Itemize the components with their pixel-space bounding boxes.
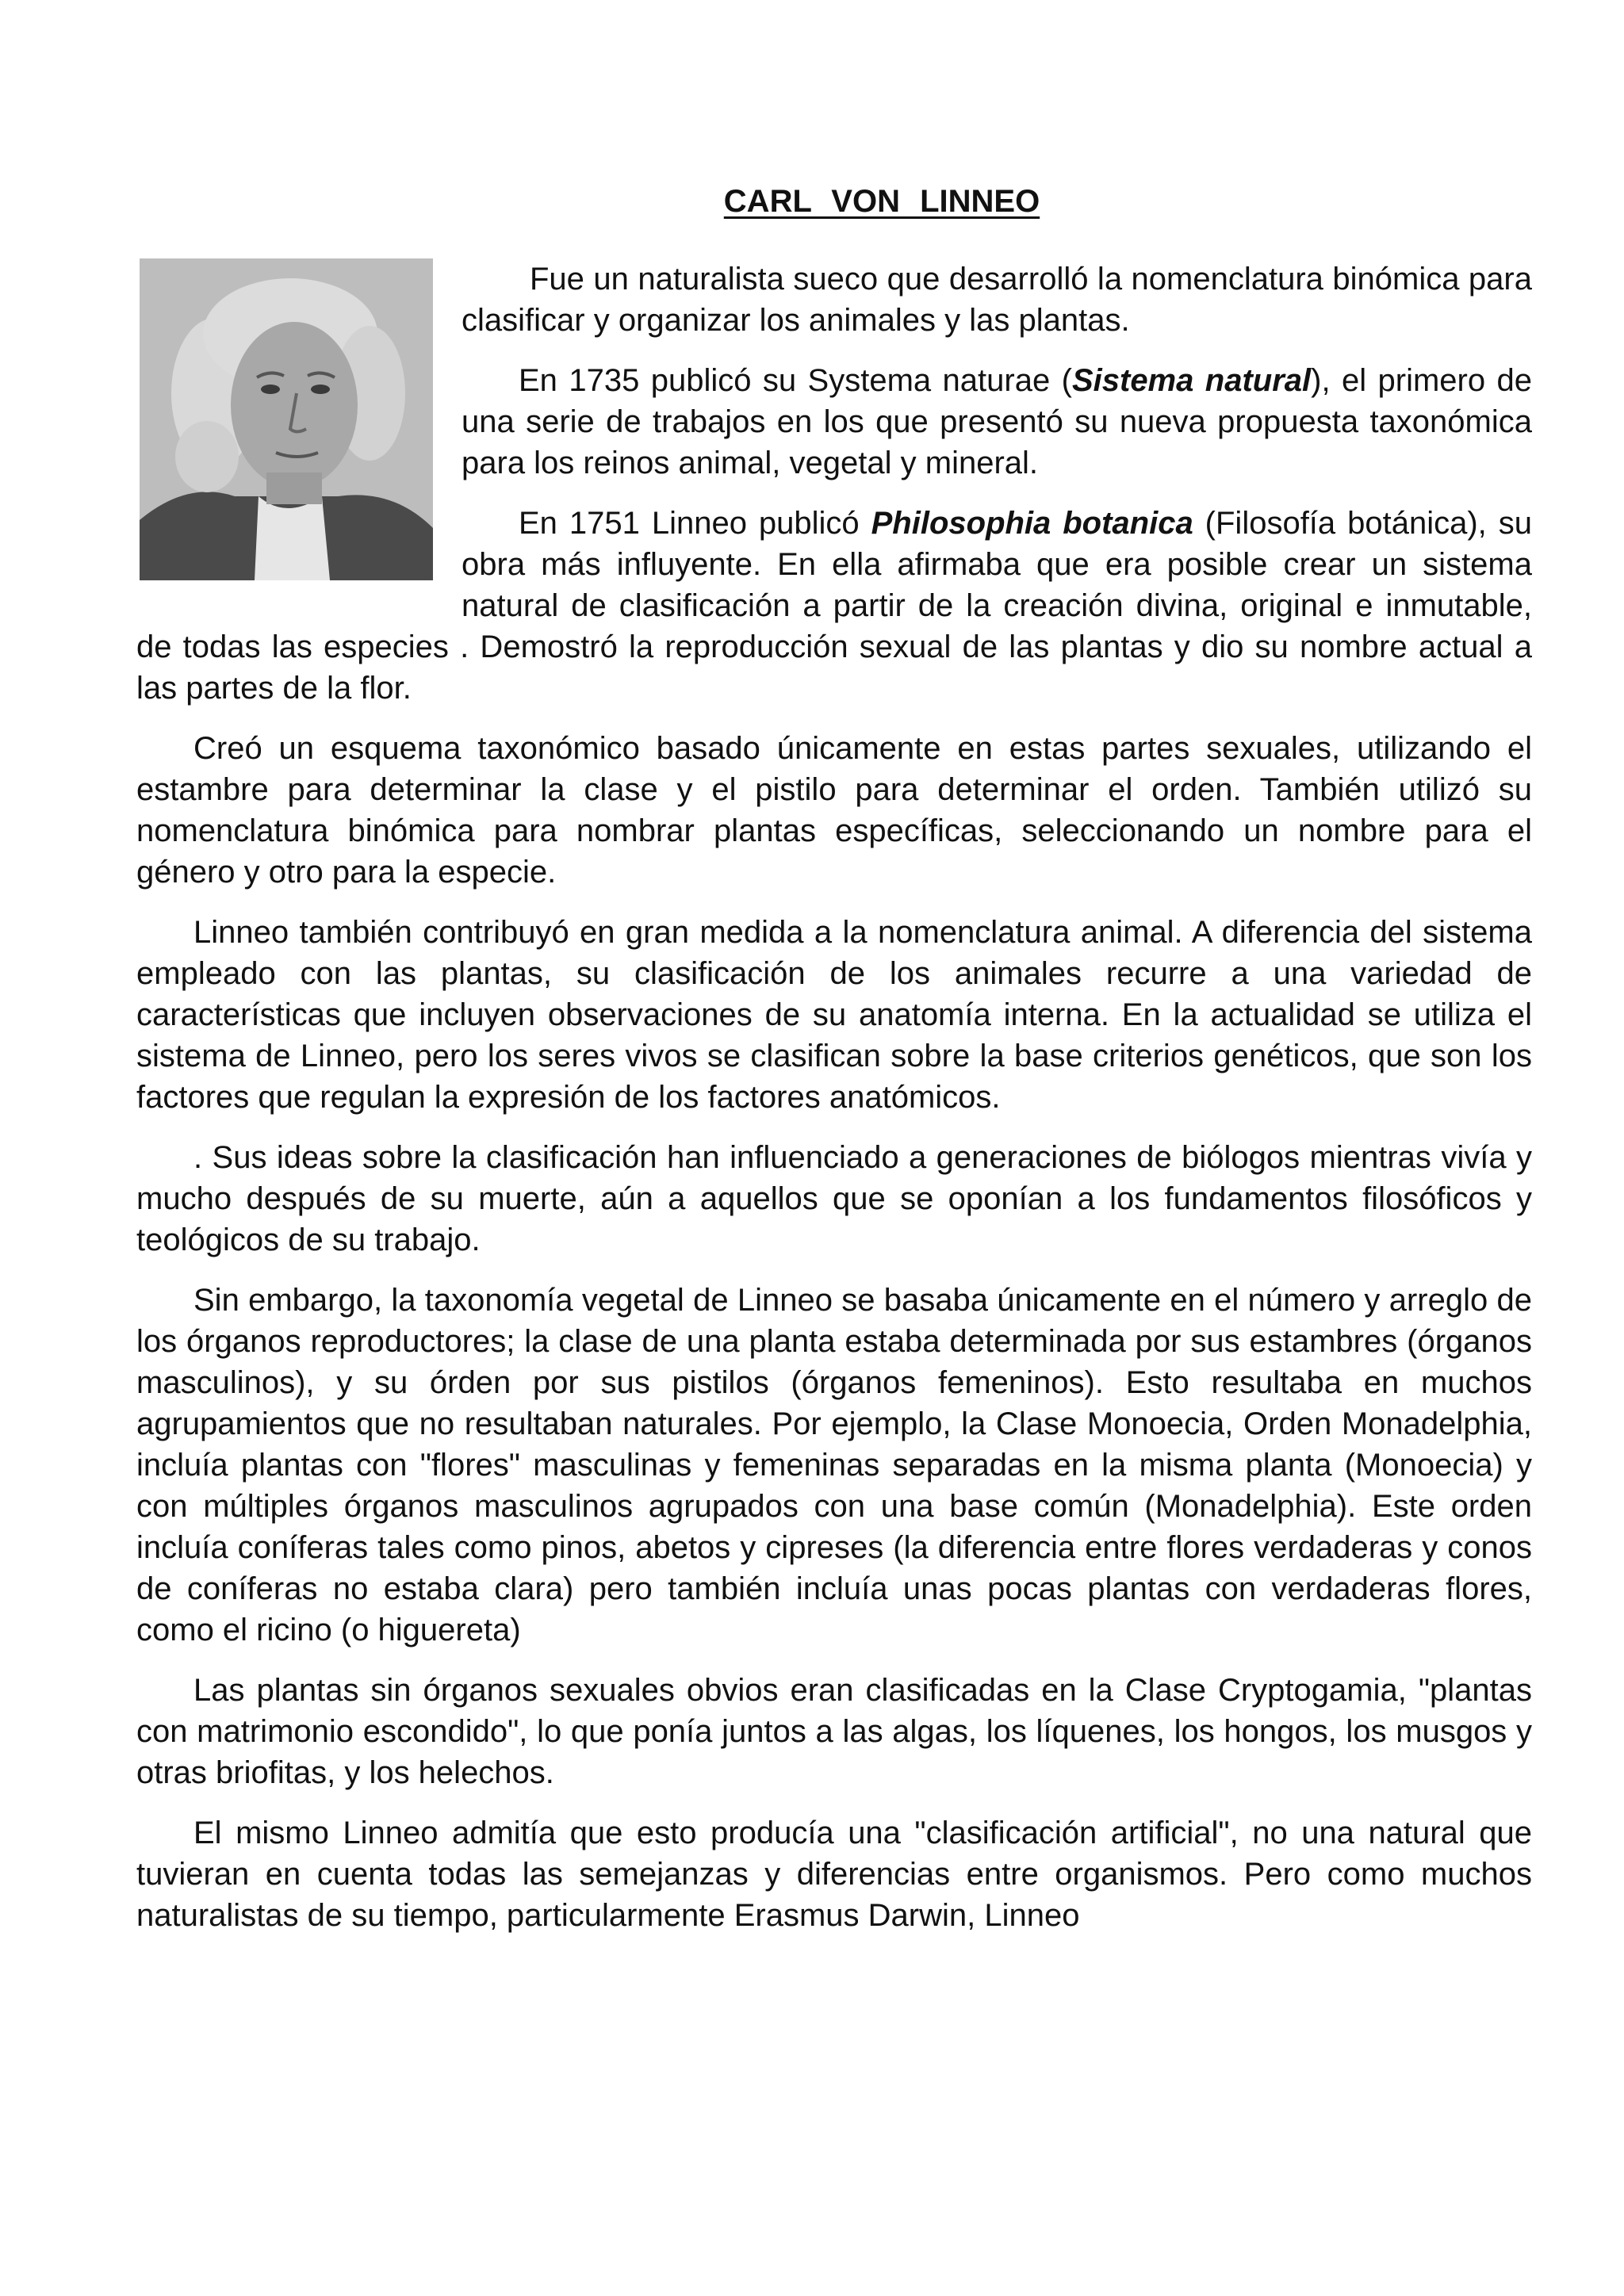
portrait-of-carl-von-linneo-icon [140, 258, 433, 580]
paragraph-6: . Sus ideas sobre la clasificación han influenciado a generaciones de biólogos mientras vivía y mucho después de su muerte, aún a aquellos que se oponían a los fundamentos filosóficos y teológicos de su trabajo. [136, 1140, 1532, 1257]
paragraph-1: Fue un naturalista sueco que desarrolló la nomenclatura binómica para clasificar y organizar los animales y las plantas. [462, 262, 1532, 338]
paragraph-2: En 1735 publicó su Systema naturae (Sistema natural), el primero de una serie de trabajos en los que presentó su nueva propuesta taxonómica para los reinos animal, vegetal y mineral. [462, 363, 1533, 480]
document-page [136, 182, 1532, 1955]
portrait-image [140, 258, 433, 580]
paragraph-8: Las plantas sin órganos sexuales obvios eran clasificadas en la Clase Cryptogamia, "plantas con matrimonio escondido", lo que ponía juntos a las algas, los líquenes, los hongos, los musgos y otras briofitas, y los helechos. [136, 1673, 1532, 1790]
paragraph-7: Sin embargo, la taxonomía vegetal de Linneo se basaba únicamente en el número y arreglo de los órganos reproductores; la clase de una planta estaba determinada por sus estambres (órganos masculinos), y su órden por sus pistilos (órganos femeninos). Esto resultaba en muchos agrupamientos que no resultaban naturales. Por ejemplo, la Clase Monoecia, Orden Monadelphia, incluía plantas con "flores" masculinas y femeninas separadas en la misma planta (Monoecia) y con múltiples órganos masculinos agrupados con una base común (Monadelphia). Este orden incluía coníferas tales como pinos, abetos y cipreses (la diferencia entre flores verdaderas y conos de coníferas no estaba clara) pero también incluía unas pocas plantas con verdaderas flores, como el ricino (o higuereta) [136, 1283, 1532, 1647]
paragraph-5: Linneo también contribuyó en gran medida a la nomenclatura animal. A diferencia del sistema empleado con las plantas, su clasificación de los animales recurre a una variedad de características que incluyen observaciones de su anatomía interna. En la actualidad se utiliza el sistema de Linneo, pero los seres vivos se clasifican sobre la base criterios genéticos, que son los factores que regulan la expresión de los factores anatómicos. [136, 915, 1532, 1115]
emphasis-philosophia-botanica: Philosophia botanica [871, 506, 1193, 541]
emphasis-sistema-natural: Sistema natural [1071, 363, 1312, 398]
paragraph-4: Creó un esquema taxonómico basado únicamente en estas partes sexuales, utilizando el estambre para determinar la clase y el pistilo para determinar el orden. También utilizó su nomenclatura binómica para nombrar plantas específicas, seleccionando un nombre para el género y otro para la especie. [136, 731, 1532, 890]
paragraph-3: En 1751 Linneo publicó Philosophia botanica (Filosofía botánica), su obra más influyente. En ella afirmaba que era posible crear un sistema natural de clasificación a partir de la creación divina, original e inmutable, de todas las especies . Demostró la reproducción sexual de las plantas y dio su nombre actual a las partes de la flor. [136, 506, 1532, 706]
page-title: CARL VON LINNEO [723, 184, 1040, 219]
paragraph-9: El mismo Linneo admitía que esto producía una "clasificación artificial", no una natural que tuvieran en cuenta todas las semejanzas y diferencias entre organismos. Pero como muchos naturalistas de su tiempo, particularmente Erasmus Darwin, Linneo [136, 1816, 1532, 1933]
